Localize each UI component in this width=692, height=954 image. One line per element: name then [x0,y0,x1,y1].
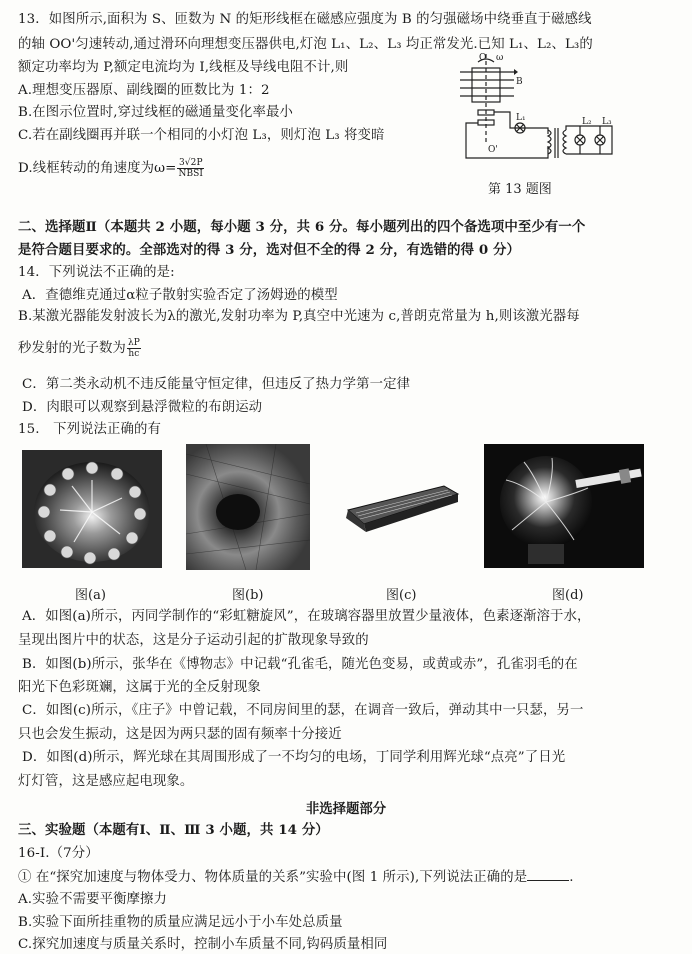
fraction-numerator: λP [127,338,140,348]
label-l1: L₁ [516,113,526,123]
q16-option-b: B.实验下面所挂重物的质量应满足远小于小车处总质量 [18,915,343,930]
photo-d-plasma-globe [484,444,644,568]
fraction-denominator: NBSI [178,169,204,179]
q14-option-b-line-2 [18,338,142,359]
section2-heading-line-2: 是符合题目要求的。全部选对的得 3 分，选对但不全的得 2 分，有选错的得 0 分） [18,242,521,258]
caption-figure-d: 图(d) [552,588,584,603]
part-title: 非选择题部分 [305,801,387,817]
q15-option-c-line-2: 只也会发生振动，这是因为两只瑟的固有频率十分接近 [18,727,342,742]
q14-option-c: C．第二类永动机不违反能量守恒定律，但违反了热力学第一定律 [22,377,411,392]
q16-sub1 [18,868,574,887]
answer-blank[interactable] [527,868,569,881]
q15-option-a-line-1: A．如图(a)所示，丙同学制作的“彩虹糖旋风”，在玻璃容器里放置少量液体，色素逐渐溶于水， [22,609,591,624]
q13-option-d-text: D.线框转动的角速度为ω= [18,161,177,176]
q15-option-a-line-2: 呈现出图片中的状态，这是分子运动引起的扩散现象导致的 [18,633,369,648]
photo-c-zither [340,480,466,536]
q15-option-b-line-1: B．如图(b)所示，张华在《博物志》中记载“孔雀毛，随光色变易，或黄或赤”，孔雀羽毛的在 [22,657,578,672]
q13-circuit-figure [452,50,622,172]
q15-option-c-line-1: C．如图(c)所示，《庄子》中曾记载，不同房间里的瑟，在调音一致后，弹动其中一只瑟，另一 [22,703,584,718]
caption-figure-a: 图(a) [75,588,106,603]
photo-b-peacock-feather [186,444,310,570]
section3-heading: 三、实验题（本题有Ⅰ、Ⅱ、Ⅲ 3 小题，共 14 分） [18,822,329,838]
q13-stem-line-2: 的轴 OO'匀速转动,通过滑环向理想变压器供电,灯泡 L₁、L₂、L₃ 均正常发光.已知 L₁、L₂、L₃的 [18,37,593,52]
q13-option-c: C.若在副线圈再并联一个相同的小灯泡 L₃，则灯泡 L₃ 将变暗 [18,128,385,143]
q13-option-b: B.在图示位置时,穿过线框的磁通量变化率最小 [18,105,293,120]
label-omega: ω [496,53,504,63]
q15-option-b-line-2: 阳光下色彩斑斓，这属于光的全反射现象 [18,680,261,695]
caption-figure-c: 图(c) [386,588,417,603]
photo-a-rainbow-candy [22,450,162,568]
q13-stem-line-3: 额定功率均为 P,额定电流均为 I,线框及导线电阻不计,则 [18,60,349,75]
q14-stem: 14．下列说法不正确的是: [18,265,175,280]
q16-option-a: A.实验不需要平衡摩擦力 [18,892,168,907]
q14-option-b-line-1: B.某激光器能发射波长为λ的激光,发射功率为 P,真空中光速为 c,普朗克常量为 h,则该激光器每 [18,309,580,324]
label-l2: L₂ [582,117,592,127]
q15-stem: 15. 下列说法正确的有 [18,422,162,437]
q14-option-b-text: 秒发射的光子数为 [18,341,126,356]
q13-option-a: A.理想变压器原、副线圈的匝数比为 1：2 [18,83,270,98]
q13-stem-line-1: 13．如图所示,面积为 S、匝数为 N 的矩形线框在磁感应强度为 B 的匀强磁场中绕垂直于磁感线 [18,12,592,27]
label-o-bottom: O' [488,145,498,155]
q16-option-c: C.探究加速度与质量关系时，控制小车质量不同,钩码质量相同 [18,937,388,952]
section2-heading-line-1: 二、选择题Ⅱ（本题共 2 小题，每小题 3 分，共 6 分。每小题列出的四个备选项中至少有一个 [18,219,586,235]
q16-heading: 16-Ⅰ.（7分） [18,846,99,861]
q13-option-d-fraction [177,158,204,179]
q13-figure-caption: 第 13 题图 [488,182,552,197]
caption-figure-b: 图(b) [232,588,264,603]
q14-option-b-fraction [127,338,141,359]
q13-option-d [18,158,205,179]
q16-sub1-period: . [569,870,574,885]
q15-option-d-line-2: 灯灯管，这是感应起电现象。 [18,774,194,789]
label-b: B [516,77,523,87]
label-l3: L₃ [602,117,612,127]
q14-option-d: D．肉眼可以观察到悬浮微粒的布朗运动 [22,400,263,415]
fraction-numerator: 3√2P [178,158,203,168]
fraction-denominator: hc [128,349,140,359]
q15-option-d-line-1: D．如图(d)所示，辉光球在其周围形成了一不均匀的电场，丁同学利用辉光球“点亮”了日光 [22,750,566,765]
q14-option-a: A．查德维克通过α粒子散射实验否定了汤姆逊的模型 [22,288,338,303]
q16-sub1-text: ① 在“探究加速度与物体受力、物体质量的关系”实验中(图 1 所示),下列说法正确的是 [18,870,528,885]
label-o-top: O [479,53,487,63]
